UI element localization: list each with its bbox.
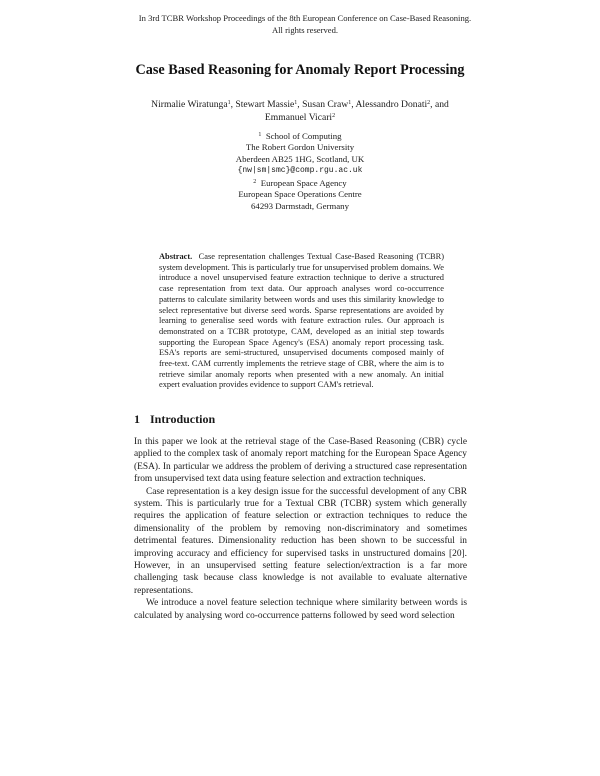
author-separator: , [230,99,236,110]
affiliation-organization: European Space Agency [260,178,347,188]
affiliation-line [180,131,420,142]
author-affiliation-mark: 2 [332,112,336,119]
author-affiliation-mark: 2 [427,100,431,106]
paragraph: We introduce a novel feature selection technique where similarity between words is calculated by analysing word co-occurrence patterns followed by seed word selection [134,598,467,621]
affiliation-2 [180,178,420,212]
venue-note-line-1: In 3rd TCBR Workshop Proceedings of the 8th European Conference on Case-Based Reasoning. [138,13,472,23]
author-list [130,99,470,124]
affiliation-centre: European Space Operations Centre [238,189,362,200]
abstract [159,252,444,391]
author-name: Emmanuel Vicari [264,111,333,123]
author-name: Nirmalie Wiratunga [151,99,228,110]
author-separator: , and [430,99,449,110]
section-number: 1 [134,412,140,426]
affiliation-institution: The Robert Gordon University [245,142,355,153]
affiliation-1 [180,131,420,177]
abstract-text: Case representation challenges Textual Case-Based Reasoning (TCBR) system development. This is particularly true for unsupervised problem domains. We introduce a novel unsupervised feature extraction technique to derive a structured case representation from text data. Our approach analyses word co-occurrence patterns to calculate similarity between words and uses this similarity knowledge to select representative but diverse seed words. Sparse representations are avoided by learning to generalise seed words with feature extraction rules. Our approach is demonstrated on a TCBR prototype, CAM, developed as an initial step towards supporting the European Space Agency's (ESA) anomaly report processing task. ESA's reports are semi-structured, unsupervised documents composed mainly of free-text. CAM currently implements the retrieve stage of CBR, where the aim is to retrieve similar anomaly reports when presented with a new anomaly. An initial expert evaluation provides evidence to support CAM's retrieval. [159,252,445,390]
paragraph: In this paper we look at the retrieval stage of the Case-Based Reasoning (CBR) cycle applied to the complex task of anomaly report matching for the European Space Agency (ESA). In particular we address the problem of deriving a structured case representation from unsupervised text data using feature selection and extraction techniques. [134,437,467,485]
affiliation-address: 64293 Darmstadt, Germany [251,200,349,211]
section-body [134,436,467,622]
affiliation-email: {nw|sm|smc}@comp.rgu.ac.uk [237,166,363,176]
author-affiliation-mark: 1 [227,100,231,106]
abstract-label: Abstract. [159,252,193,261]
paper-title: Case Based Reasoning for Anomaly Report Processing [135,62,465,78]
author-name: Alessandro Donati [355,99,428,110]
author-separator: , [351,99,356,110]
author-separator: , [297,99,303,110]
author-affiliation-mark: 1 [294,100,298,106]
affiliation-line [180,178,420,189]
author-name: Stewart Massie [235,99,295,110]
affiliation-department: School of Computing [265,131,342,141]
affiliation-mark: 2 [253,179,257,185]
section-title: Introduction [150,412,216,426]
author-name: Susan Craw [302,99,349,110]
section-heading [134,412,215,427]
affiliation-mark: 1 [258,132,262,138]
affiliation-address: Aberdeen AB25 1HG, Scotland, UK [235,153,365,164]
paragraph: Case representation is a key design issue for the successful development of any CBR system. This is particularly true for a Textual CBR (TCBR) system which generally requires the application of feature selection or extraction techniques to reduce the dimensionality of the problem by removing non-discriminatory and sometimes detrimental features. Dimensionality reduction has been shown to be successful in improving accuracy and efficiency for supervised tasks in unstructured domains [20]. However, in an unsupervised setting feature selection/extraction is a far more challenging task because class knowledge is not available to evaluate alternative representations. [134,486,467,596]
author-affiliation-mark: 1 [348,100,352,106]
venue-note-line-2: All rights reserved. [271,24,339,35]
venue-note [120,13,490,36]
